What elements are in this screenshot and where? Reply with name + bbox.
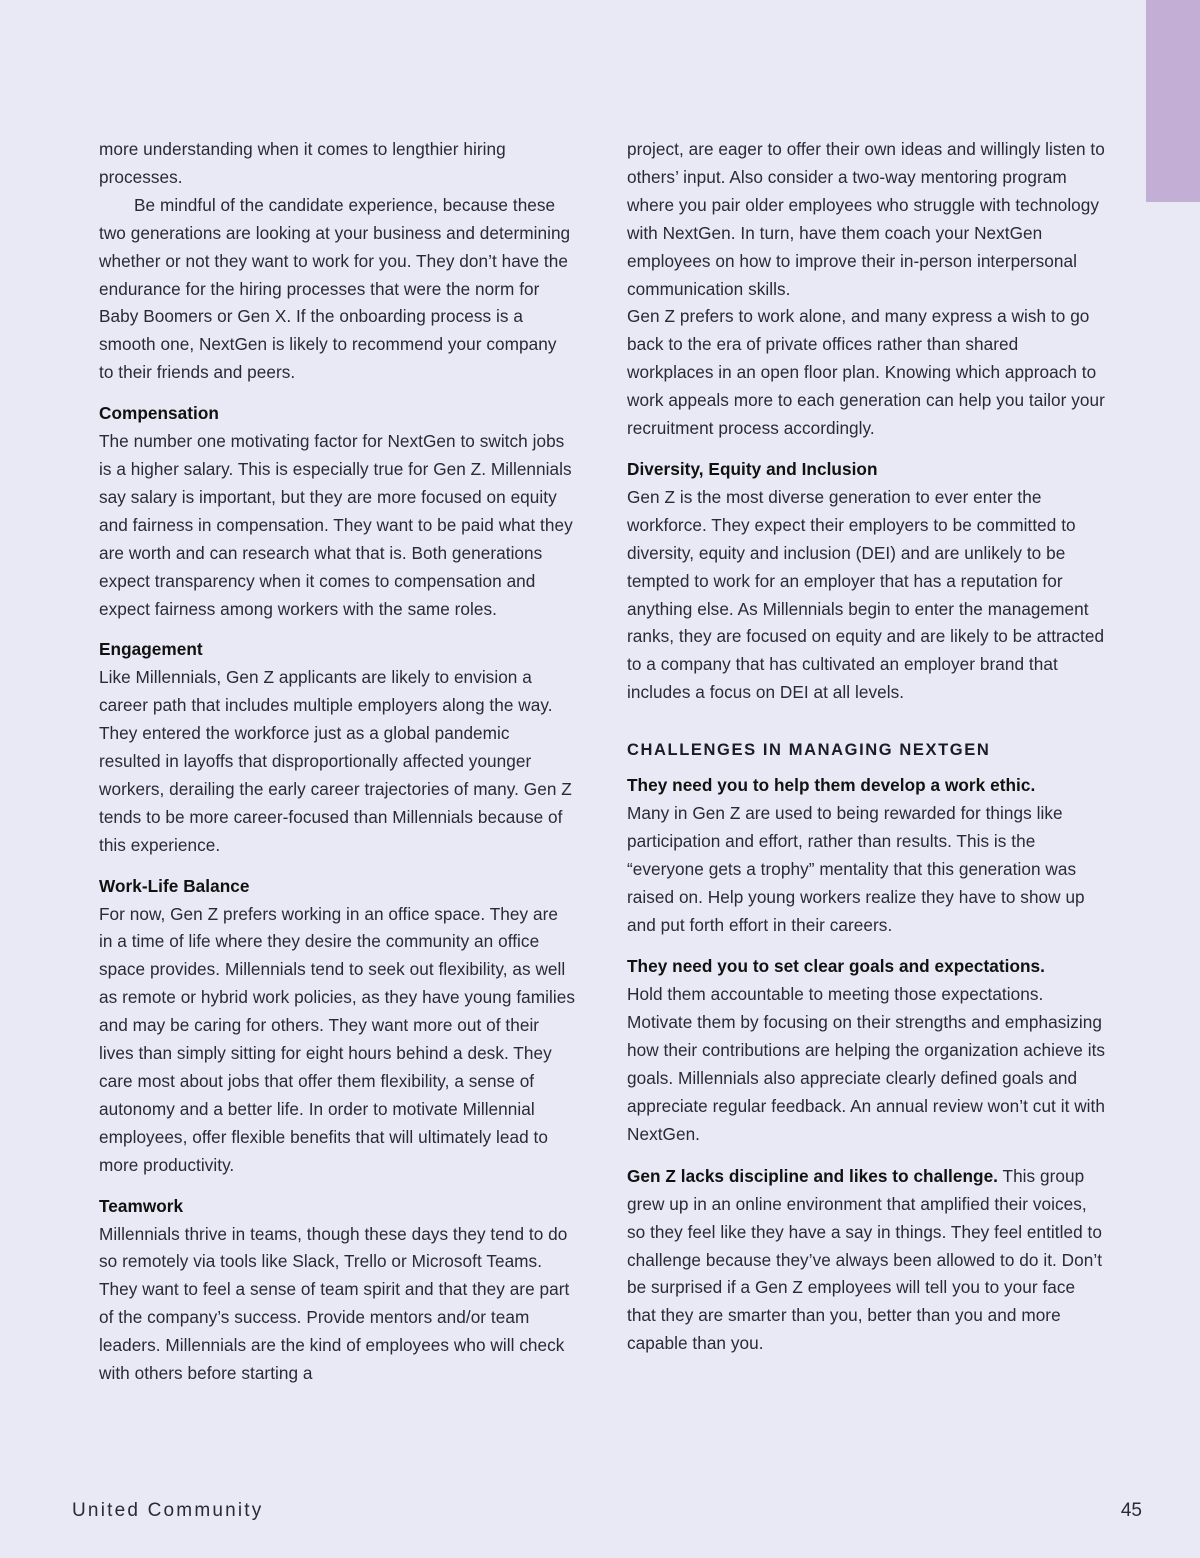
intro-paragraph: more understanding when it comes to lengthier hiring processes.: [99, 139, 506, 187]
left-column: [99, 136, 575, 1388]
engagement-heading: Engagement: [99, 639, 203, 660]
goals-body: Hold them accountable to meeting those expectations. Motivate them by focusing on their strengths and emphasizing how their contributions are helping the organization achieve its goals. Millennials also appreciate clearly defined goals and appreciate regular feedback. An annual review won’t cut it with NextGen.: [627, 984, 1106, 1144]
right-column: [627, 136, 1107, 1358]
accent-tab: [1146, 0, 1200, 202]
discipline-lead: Gen Z lacks discipline and likes to challenge.: [627, 1165, 998, 1186]
candidate-experience-paragraph: Be mindful of the candidate experience, because these two generations are looking at your business and determining whether or not they want to work for you. They don’t have the endurance for the hiring processes that were the norm for Baby Boomers or Gen X. If the onboarding process is a smooth one, NextGen is likely to recommend your company to their friends and peers.: [99, 194, 571, 383]
dei-body: Gen Z is the most diverse generation to ever enter the workforce. They expect their employers to be committed to diversity, equity and inclusion (DEI) and are unlikely to be tempted to work for an employer that has a reputation for anything else. As Millennials begin to enter the management ranks, they are focused on equity and are likely to be attracted to a company that has cultivated an employer brand that includes a focus on DEI at all levels.: [627, 486, 1105, 703]
goals-heading: They need you to set clear goals and expectations.: [627, 956, 1045, 977]
teamwork-continued-paragraph: project, are eager to offer their own ideas and willingly listen to others’ input. Also consider a two-way mentoring program where you pair older employees who struggle with technology with NextGen. In turn, have them coach your NextGen employees on how to improve their in-person interpersonal communication skills.: [627, 139, 1105, 299]
compensation-heading: Compensation: [99, 403, 219, 424]
work-ethic-heading: They need you to help them develop a work ethic.: [627, 775, 1036, 796]
discipline-paragraph: [627, 1163, 1107, 1358]
page-number: 45: [1120, 1500, 1142, 1521]
challenges-section-title: CHALLENGES IN MANAGING NEXTGEN: [627, 741, 991, 760]
work-life-balance-heading: Work-Life Balance: [99, 875, 250, 896]
work-alone-paragraph: Gen Z prefers to work alone, and many express a wish to go back to the era of private offices rather than shared workplaces in an open floor plan. Knowing which approach to work appeals more to each generation can help you tailor your recruitment process accordingly.: [627, 306, 1105, 439]
discipline-body: This group grew up in an online environment that amplified their voices, so they feel like they have a say in things. They feel entitled to challenge because they’ve always been allowed to do it. Don’t be surprised if a Gen Z employees will tell you to your face that they are smarter than you, better than you and more capable than you.: [627, 1165, 1103, 1354]
dei-heading: Diversity, Equity and Inclusion: [627, 458, 878, 479]
engagement-body: Like Millennials, Gen Z applicants are likely to envision a career path that includes multiple employers along the way. They entered the workforce just as a global pandemic resulted in layoffs that disproportionally affected younger workers, derailing the early career trajectories of many. Gen Z tends to be more career-focused than Millennials because of this experience.: [99, 667, 572, 855]
work-life-balance-body: For now, Gen Z prefers working in an office space. They are in a time of life where they desire the community an office space provides. Millennials tend to seek out flexibility, as well as remote or hybrid work policies, as they have young families and may be caring for others. They want more out of their lives than simply sitting for eight hours behind a desk. They care most about jobs that offer them flexibility, a sense of autonomy and a better life. In order to motivate Millennial employees, offer flexible benefits that will ultimately lead to more productivity.: [99, 903, 575, 1175]
work-ethic-body: Many in Gen Z are used to being rewarded for things like participation and effort, rather than results. This is the “everyone gets a trophy” mentality that this generation was raised on. Help young workers realize they have to show up and put forth effort in their careers.: [627, 802, 1085, 935]
teamwork-body: Millennials thrive in teams, though these days they tend to do so remotely via tools like Slack, Trello or Microsoft Teams. They want to feel a sense of team spirit and that they are part of the company’s success. Provide mentors and/or team leaders. Millennials are the kind of employees who will check with others before starting a: [99, 1223, 570, 1384]
publication-name: United Community: [72, 1500, 264, 1521]
teamwork-heading: Teamwork: [99, 1195, 184, 1216]
compensation-body: The number one motivating factor for NextGen to switch jobs is a higher salary. This is especially true for Gen Z. Millennials say salary is important, but they are more focused on equity and fairness in compensation. They want to be paid what they are worth and can research what that is. Both generations expect transparency when it comes to compensation and expect fairness among workers with the same roles.: [99, 431, 573, 619]
